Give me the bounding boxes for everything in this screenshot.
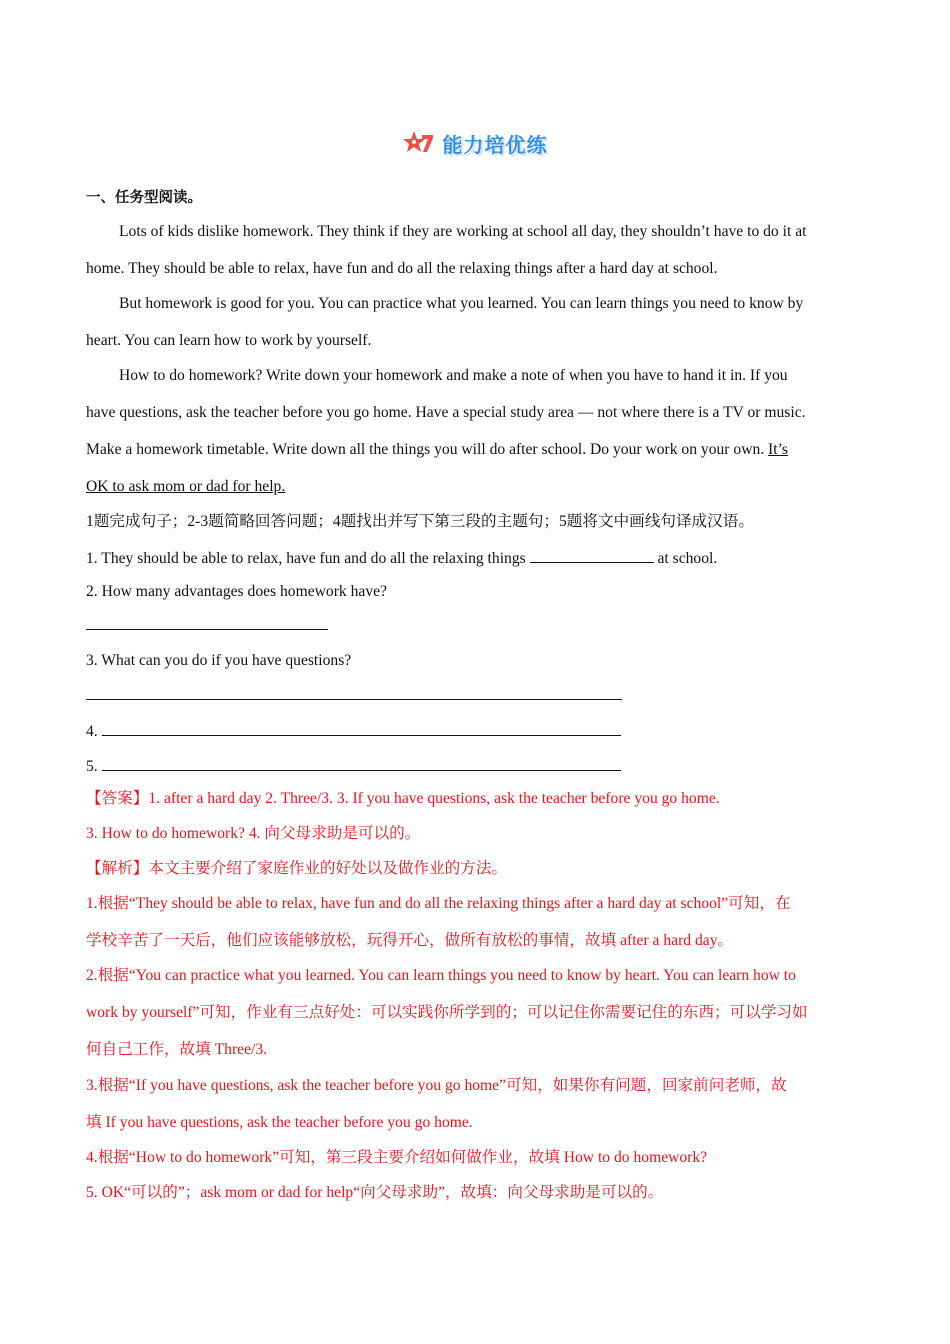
analysis-4: 4.根据“How to do homework”可知，第三段主要介绍如何做作业，故填 How to do homework? [86, 1149, 708, 1166]
section-header [0, 128, 950, 158]
passage-p2-line2: heart. You can learn how to work by yourself. [86, 332, 372, 349]
question-3-blank[interactable] [86, 684, 622, 700]
underlined-sentence-part2: OK to ask mom or dad for help. [86, 478, 286, 495]
answer-line-2: 3. How to do homework? 4. 向父母求助是可以的。 [86, 825, 421, 842]
analysis-intro-text: 本文主要介绍了家庭作业的好处以及做作业的方法。 [148, 860, 508, 877]
question-5-number: 5. [86, 758, 102, 775]
analysis-2-line1: 2.根据“You can practice what you learned. You can learn things you need to know by heart. You can learn how to [86, 967, 796, 984]
passage-p3-line3 [86, 440, 866, 460]
analysis-5: 5. OK“可以的”；ask mom or dad for help“向父母求助”，故填：向父母求助是可以的。 [86, 1184, 664, 1201]
passage-p3-line2: have questions, ask the teacher before you go home. Have a special study area — not where there is a TV or music. [86, 404, 806, 421]
analysis-3-line2: 填 If you have questions, ask the teacher before you go home. [86, 1114, 473, 1131]
question-3: 3. What can you do if you have questions? [86, 652, 352, 669]
analysis-label: 【解析】 [86, 860, 149, 877]
question-5 [86, 755, 866, 777]
answer-text-1: 1. after a hard day 2. Three/3. 3. If you have questions, ask the teacher before you go home. [148, 790, 720, 807]
passage-p1-line1: Lots of kids dislike homework. They think if they are working at school all day, they shouldn’t have to do it at [119, 223, 807, 240]
passage-p1-line2: home. They should be able to relax, have fun and do all the relaxing things after a hard day at school. [86, 260, 718, 277]
question-1-tail: at school. [653, 550, 718, 567]
underlined-sentence-part1: It’s [768, 441, 788, 458]
question-4 [86, 720, 866, 742]
question-1-text: 1. They should be able to relax, have fun and do all the relaxing things [86, 550, 530, 567]
question-5-blank[interactable] [102, 755, 621, 771]
answer-line-1 [86, 789, 866, 809]
analysis-intro [86, 859, 866, 879]
passage-p3-line4 [86, 477, 866, 497]
question-2: 2. How many advantages does homework have? [86, 583, 387, 600]
passage-p2-line1: But homework is good for you. You can practice what you learned. You can learn things you need to know by [119, 295, 804, 312]
question-2-answer-line[interactable] [86, 614, 866, 636]
question-1-blank[interactable] [530, 547, 654, 563]
passage-p3-line3-text: Make a homework timetable. Write down all the things you will do after school. Do your work on your own. [86, 441, 769, 458]
analysis-1-line1: 1.根据“They should be able to relax, have fun and do all the relaxing things after a hard day at school”可知，在 [86, 895, 791, 912]
analysis-1-line2: 学校辛苦了一天后，他们应该能够放松，玩得开心，做所有放松的事情，故填 after a hard day。 [86, 932, 734, 949]
question-4-number: 4. [86, 723, 102, 740]
question-3-answer-line[interactable] [86, 684, 866, 706]
question-4-blank[interactable] [102, 720, 621, 736]
section-title: 一、任务型阅读。 [86, 190, 202, 206]
analysis-3-line1: 3.根据“If you have questions, ask the teacher before you go home”可知，如果你有问题，回家前问老师，故 [86, 1077, 787, 1094]
answer-label: 【答案】 [86, 790, 149, 807]
question-1 [86, 547, 866, 569]
star-badge-icon [403, 128, 437, 158]
analysis-2-line3: 何自己工作，故填 Three/3. [86, 1041, 268, 1058]
instructions: 1题完成句子；2-3题简略回答问题；4题找出并写下第三段的主题句；5题将文中画线句译成汉语。 [86, 513, 754, 530]
passage-p3-line1: How to do homework? Write down your homework and make a note of when you have to hand it in. If you [119, 367, 788, 384]
header-title: 能力培优练 [442, 132, 548, 157]
analysis-2-line2: work by yourself”可知，作业有三点好处：可以实践你所学到的；可以记住你需要记住的东西；可以学习如 [86, 1004, 808, 1021]
question-2-blank[interactable] [86, 614, 328, 630]
